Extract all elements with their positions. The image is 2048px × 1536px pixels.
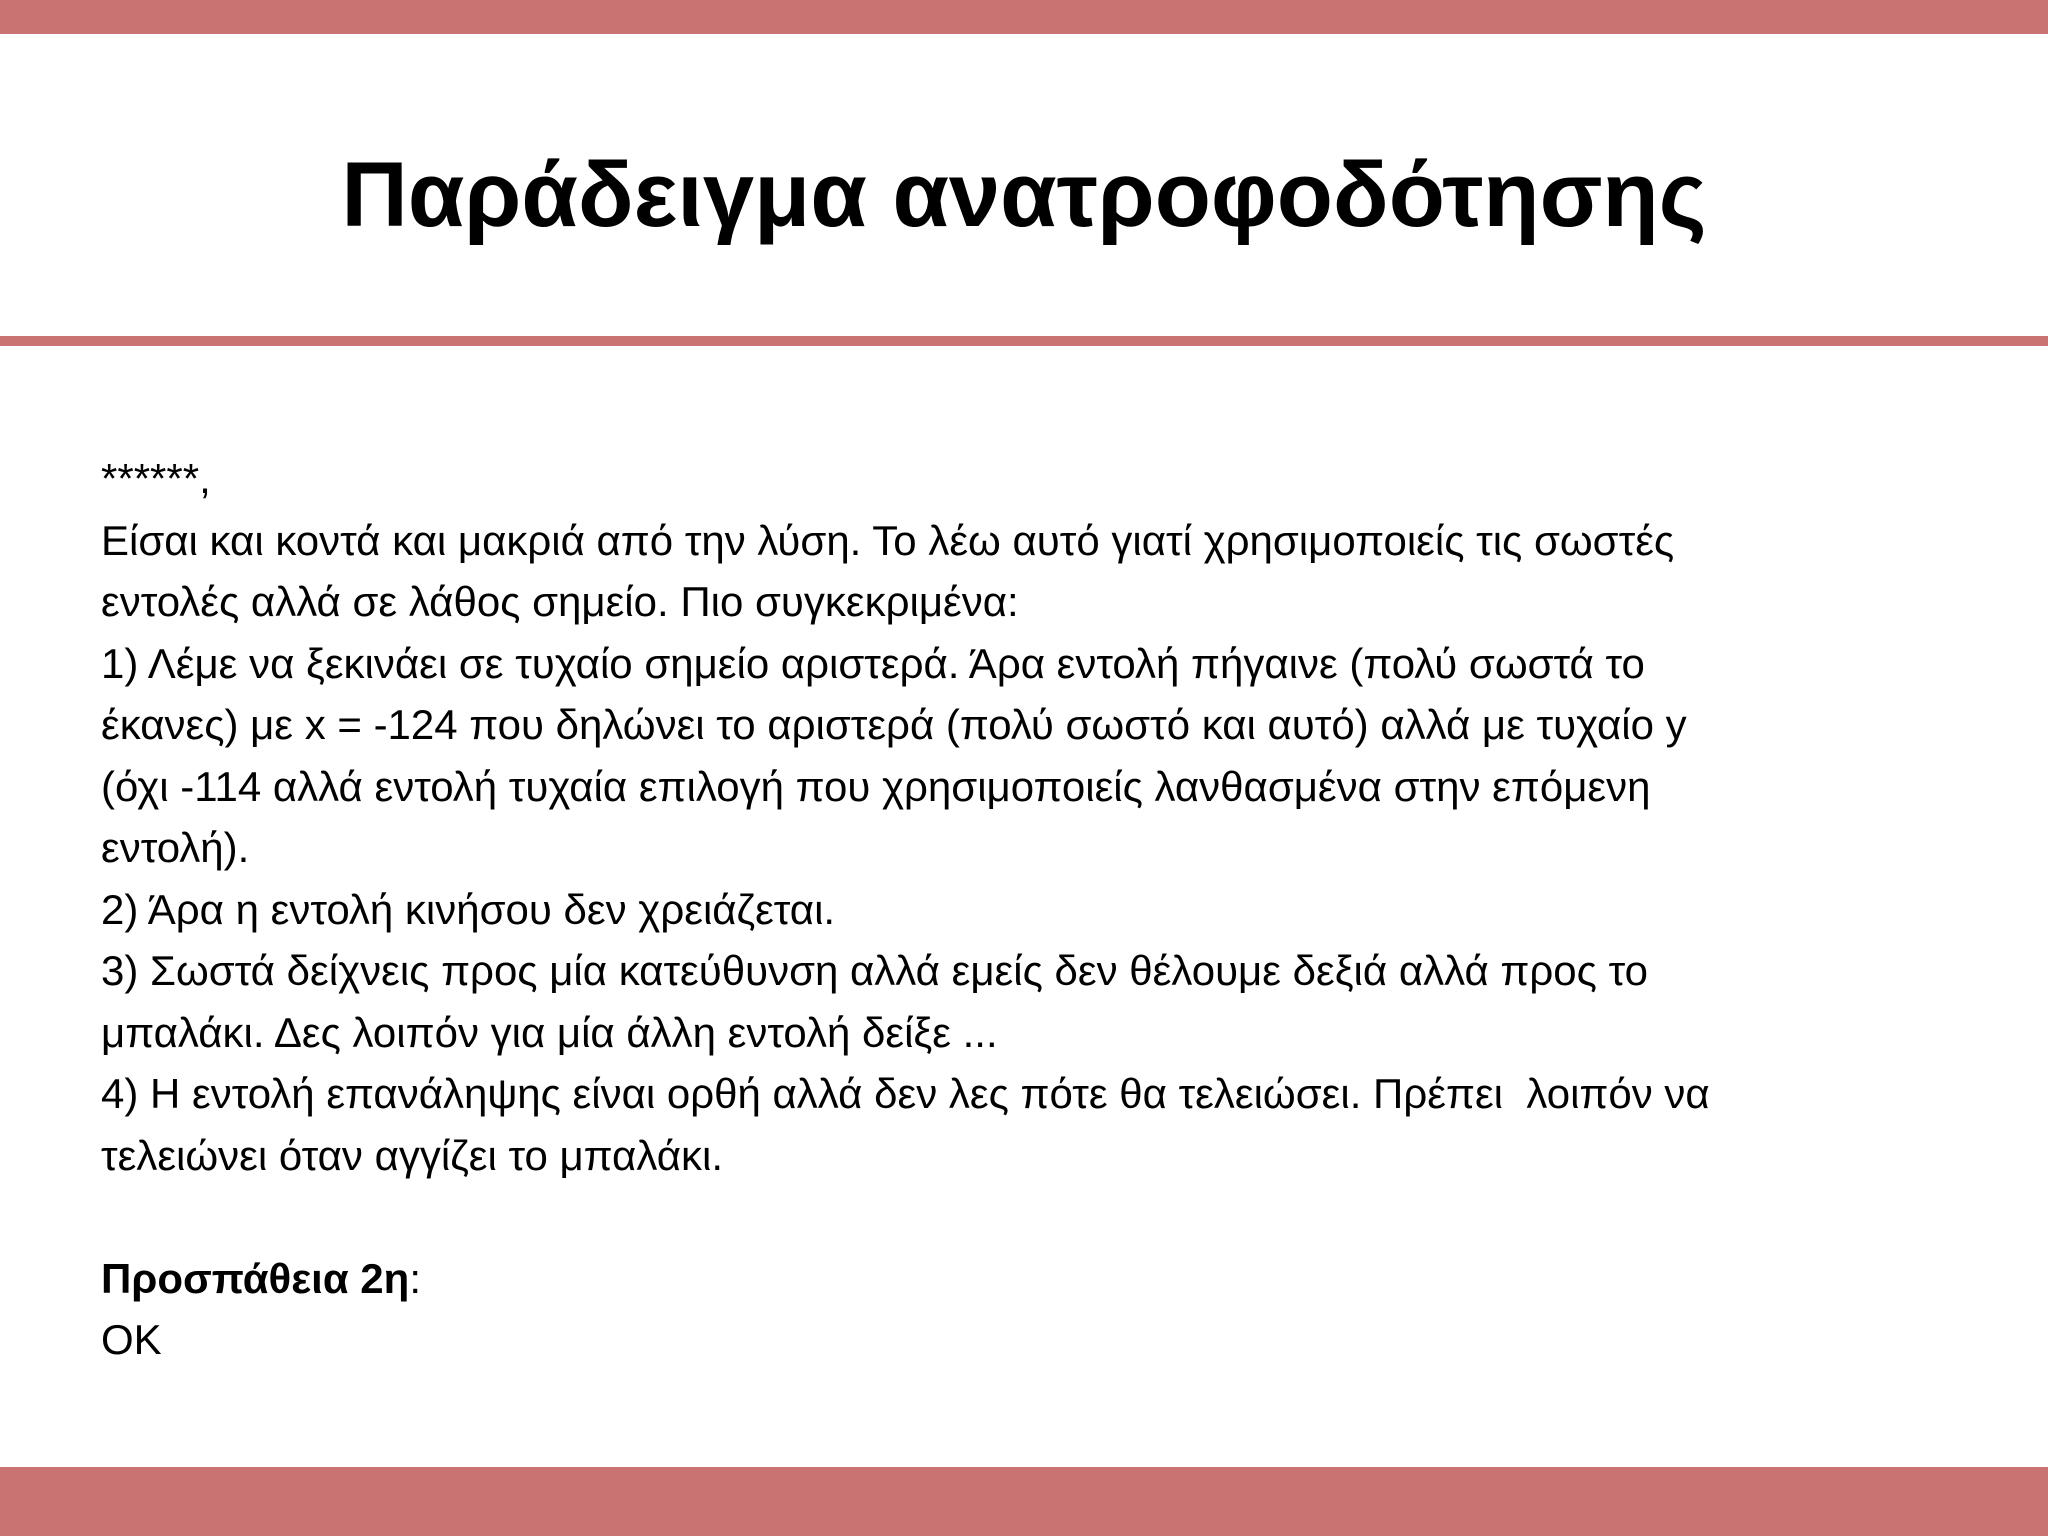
body-line-7: 2) Άρα η εντολή κινήσου δεν χρειάζεται.: [101, 885, 836, 933]
bottom-accent-band: [0, 1467, 2048, 1536]
body-line-1: Είσαι και κοντά και μακριά από την λύση. Το λέω αυτό γιατί χρησιμοποιείς τις σωστές: [101, 516, 1675, 564]
body-line-6: εντολή).: [101, 824, 250, 871]
body-line-11: τελειώνει όταν αγγίζει το μπαλάκι.: [101, 1131, 723, 1179]
attempt-result: OK: [101, 1316, 162, 1363]
body-line-5: (όχι -114 αλλά εντολή τυχαία επιλογή που χρησιμοποιείς λανθασμένα στην επόμενη: [101, 762, 1651, 810]
attempt-label: Προσπάθεια 2η: [101, 1254, 410, 1302]
title-divider: [0, 336, 2048, 346]
body-line-2: εντολές αλλά σε λάθος σημείο. Πιο συγκεκριμένα:: [101, 578, 1019, 625]
attempt-colon: :: [409, 1254, 421, 1302]
body-line-10: 4) Η εντολή επανάληψης είναι ορθή αλλά δεν λες πότε θα τελειώσει. Πρέπει λοιπόν να: [101, 1070, 1710, 1117]
body-line-4: έκανες) με x = -124 που δηλώνει το αριστερά (πολύ σωστό και αυτό) αλλά με τυχαίο y: [101, 701, 1687, 748]
salutation: ******,: [101, 455, 211, 502]
slide-title: Παράδειγμα ανατροφοδότησης: [341, 144, 1707, 246]
top-accent-band: [0, 0, 2048, 34]
body-line-9: μπαλάκι. Δες λοιπόν για μία άλλη εντολή δείξε ...: [101, 1008, 998, 1056]
body-line-3: 1) Λέμε να ξεκινάει σε τυχαίο σημείο αριστερά. Άρα εντολή πήγαινε (πολύ σωστά το: [101, 639, 1645, 687]
body-line-8: 3) Σωστά δείχνεις προς μία κατεύθυνση αλλά εμείς δεν θέλουμε δεξιά αλλά προς το: [101, 947, 1648, 994]
feedback-body: [101, 448, 2001, 1371]
blank-line: [101, 1186, 2001, 1248]
attempt-line: [101, 1248, 2001, 1310]
